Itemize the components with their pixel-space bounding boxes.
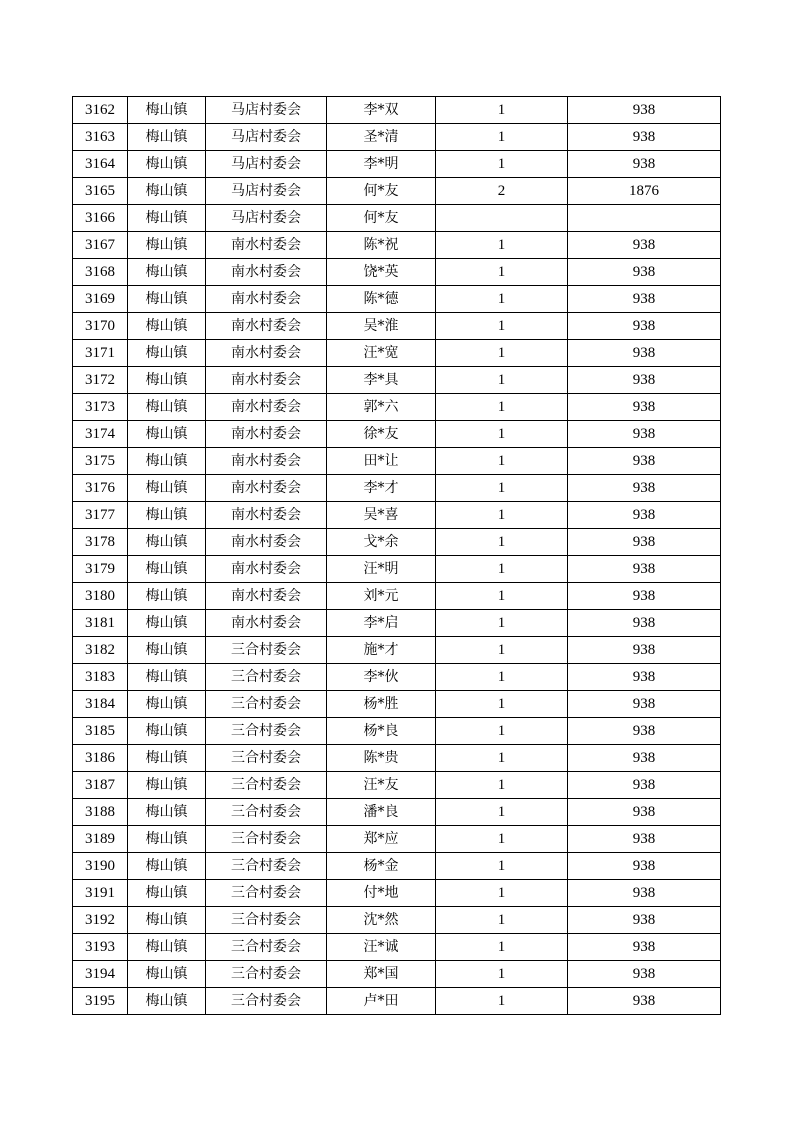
table-row	[73, 259, 721, 286]
village-cell: 南水村委会	[206, 313, 327, 340]
amount-cell: 938	[568, 502, 721, 529]
name-cell: 郑*国	[327, 961, 436, 988]
town-cell: 梅山镇	[128, 97, 206, 124]
table-row	[73, 502, 721, 529]
row-number-cell: 3172	[73, 367, 128, 394]
row-number-cell: 3186	[73, 745, 128, 772]
town-cell: 梅山镇	[128, 934, 206, 961]
village-cell: 南水村委会	[206, 286, 327, 313]
table-row	[73, 637, 721, 664]
row-number-cell: 3185	[73, 718, 128, 745]
table-row	[73, 124, 721, 151]
amount-cell: 938	[568, 583, 721, 610]
name-cell: 陈*祝	[327, 232, 436, 259]
count-cell: 1	[436, 367, 568, 394]
table-row	[73, 556, 721, 583]
amount-cell: 938	[568, 259, 721, 286]
table-row	[73, 178, 721, 205]
row-number-cell: 3173	[73, 394, 128, 421]
count-cell: 1	[436, 448, 568, 475]
count-cell: 1	[436, 97, 568, 124]
amount-cell: 938	[568, 718, 721, 745]
row-number-cell: 3170	[73, 313, 128, 340]
table-row	[73, 475, 721, 502]
town-cell: 梅山镇	[128, 367, 206, 394]
row-number-cell: 3180	[73, 583, 128, 610]
village-cell: 南水村委会	[206, 583, 327, 610]
village-cell: 三合村委会	[206, 718, 327, 745]
amount-cell: 938	[568, 826, 721, 853]
row-number-cell: 3169	[73, 286, 128, 313]
village-cell: 三合村委会	[206, 664, 327, 691]
village-cell: 南水村委会	[206, 475, 327, 502]
count-cell: 1	[436, 556, 568, 583]
village-cell: 南水村委会	[206, 610, 327, 637]
row-number-cell: 3162	[73, 97, 128, 124]
table-row	[73, 664, 721, 691]
village-cell: 马店村委会	[206, 124, 327, 151]
amount-cell: 938	[568, 880, 721, 907]
count-cell: 1	[436, 583, 568, 610]
row-number-cell: 3182	[73, 637, 128, 664]
row-number-cell: 3177	[73, 502, 128, 529]
row-number-cell: 3187	[73, 772, 128, 799]
table-row	[73, 610, 721, 637]
row-number-cell: 3178	[73, 529, 128, 556]
amount-cell: 938	[568, 313, 721, 340]
name-cell: 汪*诚	[327, 934, 436, 961]
count-cell: 1	[436, 313, 568, 340]
table-row	[73, 718, 721, 745]
row-number-cell: 3167	[73, 232, 128, 259]
count-cell: 1	[436, 772, 568, 799]
name-cell: 饶*英	[327, 259, 436, 286]
count-cell: 1	[436, 421, 568, 448]
amount-cell: 938	[568, 745, 721, 772]
amount-cell: 938	[568, 151, 721, 178]
count-cell: 1	[436, 664, 568, 691]
village-cell: 南水村委会	[206, 367, 327, 394]
amount-cell: 1876	[568, 178, 721, 205]
amount-cell: 938	[568, 799, 721, 826]
name-cell: 圣*清	[327, 124, 436, 151]
village-cell: 马店村委会	[206, 178, 327, 205]
count-cell: 1	[436, 259, 568, 286]
table-row	[73, 772, 721, 799]
name-cell: 吴*淮	[327, 313, 436, 340]
town-cell: 梅山镇	[128, 799, 206, 826]
town-cell: 梅山镇	[128, 448, 206, 475]
town-cell: 梅山镇	[128, 880, 206, 907]
count-cell: 1	[436, 691, 568, 718]
row-number-cell: 3184	[73, 691, 128, 718]
village-cell: 三合村委会	[206, 745, 327, 772]
amount-cell: 938	[568, 421, 721, 448]
town-cell: 梅山镇	[128, 988, 206, 1015]
amount-cell: 938	[568, 961, 721, 988]
row-number-cell: 3195	[73, 988, 128, 1015]
town-cell: 梅山镇	[128, 124, 206, 151]
amount-cell: 938	[568, 448, 721, 475]
amount-cell: 938	[568, 691, 721, 718]
amount-cell: 938	[568, 853, 721, 880]
row-number-cell: 3192	[73, 907, 128, 934]
row-number-cell: 3168	[73, 259, 128, 286]
name-cell: 李*具	[327, 367, 436, 394]
table-row	[73, 988, 721, 1015]
count-cell: 1	[436, 880, 568, 907]
amount-cell: 938	[568, 529, 721, 556]
row-number-cell: 3189	[73, 826, 128, 853]
table-row	[73, 205, 721, 232]
name-cell: 吴*喜	[327, 502, 436, 529]
name-cell: 陈*德	[327, 286, 436, 313]
village-cell: 马店村委会	[206, 205, 327, 232]
count-cell: 1	[436, 124, 568, 151]
amount-cell: 938	[568, 367, 721, 394]
row-number-cell: 3175	[73, 448, 128, 475]
name-cell: 郑*应	[327, 826, 436, 853]
village-cell: 南水村委会	[206, 232, 327, 259]
table-row	[73, 232, 721, 259]
count-cell: 2	[436, 178, 568, 205]
town-cell: 梅山镇	[128, 475, 206, 502]
count-cell: 1	[436, 151, 568, 178]
table-row	[73, 583, 721, 610]
row-number-cell: 3174	[73, 421, 128, 448]
town-cell: 梅山镇	[128, 151, 206, 178]
name-cell: 李*启	[327, 610, 436, 637]
town-cell: 梅山镇	[128, 421, 206, 448]
town-cell: 梅山镇	[128, 232, 206, 259]
row-number-cell: 3163	[73, 124, 128, 151]
count-cell: 1	[436, 529, 568, 556]
amount-cell: 938	[568, 340, 721, 367]
village-cell: 南水村委会	[206, 394, 327, 421]
name-cell: 刘*元	[327, 583, 436, 610]
row-number-cell: 3171	[73, 340, 128, 367]
count-cell: 1	[436, 907, 568, 934]
town-cell: 梅山镇	[128, 718, 206, 745]
amount-cell: 938	[568, 394, 721, 421]
row-number-cell: 3179	[73, 556, 128, 583]
amount-cell: 938	[568, 664, 721, 691]
name-cell: 施*才	[327, 637, 436, 664]
town-cell: 梅山镇	[128, 394, 206, 421]
row-number-cell: 3183	[73, 664, 128, 691]
amount-cell	[568, 205, 721, 232]
amount-cell: 938	[568, 772, 721, 799]
name-cell: 汪*明	[327, 556, 436, 583]
count-cell: 1	[436, 340, 568, 367]
town-cell: 梅山镇	[128, 556, 206, 583]
table-row	[73, 394, 721, 421]
amount-cell: 938	[568, 97, 721, 124]
town-cell: 梅山镇	[128, 664, 206, 691]
town-cell: 梅山镇	[128, 502, 206, 529]
name-cell: 潘*良	[327, 799, 436, 826]
village-cell: 三合村委会	[206, 772, 327, 799]
name-cell: 汪*友	[327, 772, 436, 799]
village-cell: 南水村委会	[206, 529, 327, 556]
table-row	[73, 529, 721, 556]
town-cell: 梅山镇	[128, 313, 206, 340]
row-number-cell: 3181	[73, 610, 128, 637]
name-cell: 沈*然	[327, 907, 436, 934]
table-row	[73, 367, 721, 394]
table-row	[73, 745, 721, 772]
name-cell: 杨*金	[327, 853, 436, 880]
town-cell: 梅山镇	[128, 259, 206, 286]
amount-cell: 938	[568, 907, 721, 934]
count-cell: 1	[436, 502, 568, 529]
table-row	[73, 934, 721, 961]
town-cell: 梅山镇	[128, 691, 206, 718]
table-row	[73, 691, 721, 718]
table-row	[73, 853, 721, 880]
count-cell: 1	[436, 853, 568, 880]
amount-cell: 938	[568, 637, 721, 664]
town-cell: 梅山镇	[128, 340, 206, 367]
count-cell: 1	[436, 934, 568, 961]
town-cell: 梅山镇	[128, 853, 206, 880]
amount-cell: 938	[568, 232, 721, 259]
amount-cell: 938	[568, 610, 721, 637]
count-cell: 1	[436, 610, 568, 637]
village-cell: 南水村委会	[206, 502, 327, 529]
town-cell: 梅山镇	[128, 961, 206, 988]
table-row	[73, 421, 721, 448]
village-cell: 马店村委会	[206, 97, 327, 124]
village-cell: 南水村委会	[206, 448, 327, 475]
row-number-cell: 3165	[73, 178, 128, 205]
row-number-cell: 3188	[73, 799, 128, 826]
name-cell: 李*明	[327, 151, 436, 178]
roster-body	[73, 97, 721, 1015]
town-cell: 梅山镇	[128, 583, 206, 610]
count-cell: 1	[436, 826, 568, 853]
table-row	[73, 880, 721, 907]
name-cell: 李*伙	[327, 664, 436, 691]
village-cell: 三合村委会	[206, 907, 327, 934]
row-number-cell: 3191	[73, 880, 128, 907]
table-row	[73, 151, 721, 178]
name-cell: 何*友	[327, 205, 436, 232]
count-cell: 1	[436, 988, 568, 1015]
count-cell: 1	[436, 232, 568, 259]
amount-cell: 938	[568, 475, 721, 502]
town-cell: 梅山镇	[128, 610, 206, 637]
table-row	[73, 799, 721, 826]
count-cell: 1	[436, 961, 568, 988]
name-cell: 戈*余	[327, 529, 436, 556]
count-cell	[436, 205, 568, 232]
town-cell: 梅山镇	[128, 178, 206, 205]
village-cell: 三合村委会	[206, 637, 327, 664]
table-row	[73, 907, 721, 934]
table-row	[73, 448, 721, 475]
name-cell: 何*友	[327, 178, 436, 205]
table-row	[73, 961, 721, 988]
amount-cell: 938	[568, 556, 721, 583]
table-row	[73, 826, 721, 853]
count-cell: 1	[436, 475, 568, 502]
village-cell: 三合村委会	[206, 988, 327, 1015]
name-cell: 杨*胜	[327, 691, 436, 718]
village-cell: 三合村委会	[206, 934, 327, 961]
count-cell: 1	[436, 799, 568, 826]
name-cell: 付*地	[327, 880, 436, 907]
amount-cell: 938	[568, 124, 721, 151]
name-cell: 陈*贵	[327, 745, 436, 772]
village-cell: 三合村委会	[206, 853, 327, 880]
village-cell: 南水村委会	[206, 259, 327, 286]
count-cell: 1	[436, 394, 568, 421]
table-row	[73, 97, 721, 124]
count-cell: 1	[436, 637, 568, 664]
name-cell: 杨*良	[327, 718, 436, 745]
amount-cell: 938	[568, 988, 721, 1015]
name-cell: 李*才	[327, 475, 436, 502]
name-cell: 卢*田	[327, 988, 436, 1015]
name-cell: 郭*六	[327, 394, 436, 421]
village-cell: 三合村委会	[206, 799, 327, 826]
village-cell: 马店村委会	[206, 151, 327, 178]
count-cell: 1	[436, 718, 568, 745]
table-row	[73, 286, 721, 313]
amount-cell: 938	[568, 286, 721, 313]
row-number-cell: 3193	[73, 934, 128, 961]
village-cell: 南水村委会	[206, 340, 327, 367]
town-cell: 梅山镇	[128, 826, 206, 853]
row-number-cell: 3190	[73, 853, 128, 880]
village-cell: 南水村委会	[206, 556, 327, 583]
count-cell: 1	[436, 286, 568, 313]
table-row	[73, 313, 721, 340]
town-cell: 梅山镇	[128, 637, 206, 664]
village-cell: 南水村委会	[206, 421, 327, 448]
town-cell: 梅山镇	[128, 772, 206, 799]
name-cell: 李*双	[327, 97, 436, 124]
name-cell: 徐*友	[327, 421, 436, 448]
town-cell: 梅山镇	[128, 529, 206, 556]
row-number-cell: 3166	[73, 205, 128, 232]
village-cell: 三合村委会	[206, 826, 327, 853]
town-cell: 梅山镇	[128, 745, 206, 772]
amount-cell: 938	[568, 934, 721, 961]
village-cell: 三合村委会	[206, 880, 327, 907]
village-cell: 三合村委会	[206, 691, 327, 718]
row-number-cell: 3164	[73, 151, 128, 178]
roster-table	[72, 96, 721, 1015]
town-cell: 梅山镇	[128, 907, 206, 934]
name-cell: 汪*宽	[327, 340, 436, 367]
town-cell: 梅山镇	[128, 205, 206, 232]
town-cell: 梅山镇	[128, 286, 206, 313]
name-cell: 田*让	[327, 448, 436, 475]
table-row	[73, 340, 721, 367]
count-cell: 1	[436, 745, 568, 772]
row-number-cell: 3194	[73, 961, 128, 988]
village-cell: 三合村委会	[206, 961, 327, 988]
row-number-cell: 3176	[73, 475, 128, 502]
